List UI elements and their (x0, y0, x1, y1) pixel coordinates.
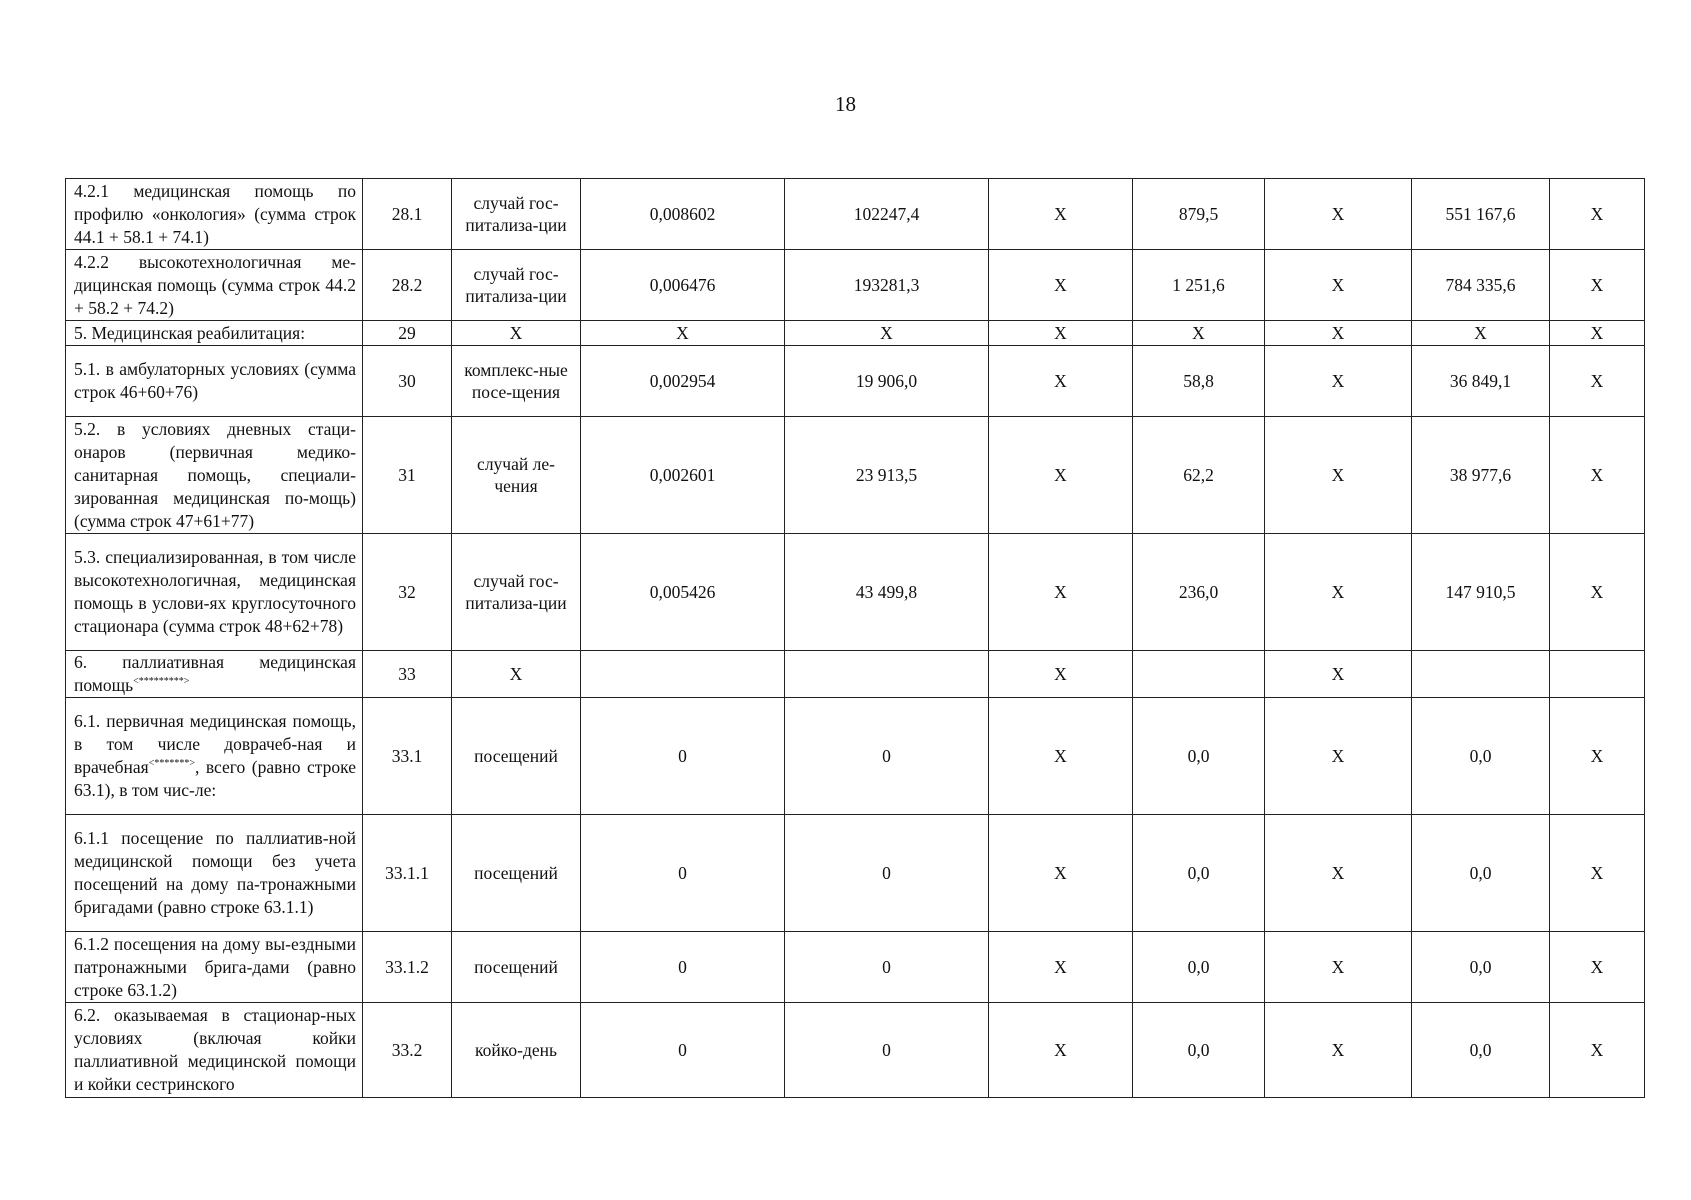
x-cell: X (1550, 932, 1645, 1003)
indicator-cell: 0 (581, 698, 785, 815)
table-row (66, 651, 1645, 698)
amount-cell: 0,0 (1133, 698, 1265, 815)
table-row (66, 534, 1645, 651)
table-row (66, 1003, 1645, 1098)
x-cell (1550, 651, 1645, 698)
row-name-cell (66, 417, 363, 534)
indicator-cell: 0 (581, 815, 785, 932)
footnote-mark: <*******> (148, 758, 196, 770)
x-cell: X (989, 321, 1133, 346)
row-name-cell (66, 250, 363, 321)
x-cell: X (1265, 932, 1412, 1003)
indicator-cell: 0,002601 (581, 417, 785, 534)
unit-cell: случай гос-питализа-ции (452, 534, 581, 651)
x-cell: X (1265, 815, 1412, 932)
cost-cell (785, 651, 989, 698)
row-name: 6.2. оказываемая в стационар-ных условиях (включая койки паллиативной медицинской помощи и койки сестринского (74, 1005, 356, 1094)
code-cell: 31 (363, 417, 452, 534)
code-cell: 30 (363, 346, 452, 417)
cost-cell: 0 (785, 698, 989, 815)
table-row (66, 250, 1645, 321)
row-name: 5. Медицинская реабилитация: (74, 322, 306, 343)
indicator-cell: 0,005426 (581, 534, 785, 651)
cost-cell: 23 913,5 (785, 417, 989, 534)
x-cell: X (1550, 1003, 1645, 1098)
x-cell: X (989, 346, 1133, 417)
code-cell: 33.1 (363, 698, 452, 815)
row-name-cell (66, 179, 363, 250)
code-cell: 33.1.2 (363, 932, 452, 1003)
code-cell: 33.2 (363, 1003, 452, 1098)
amount-cell (1133, 651, 1265, 698)
x-cell: X (989, 1003, 1133, 1098)
x-cell: X (1550, 815, 1645, 932)
table-row (66, 179, 1645, 250)
x-cell: X (1550, 179, 1645, 250)
amount-cell: X (1133, 321, 1265, 346)
x-cell: X (989, 932, 1133, 1003)
table-row (66, 932, 1645, 1003)
unit-cell: случай гос-питализа-ции (452, 179, 581, 250)
cost-cell: 102247,4 (785, 179, 989, 250)
table-row (66, 417, 1645, 534)
financing-table (65, 178, 1645, 1098)
x-cell: X (1550, 346, 1645, 417)
row-name-tail: , всего (равно строке 63.1), в том чис-ле: (74, 757, 356, 800)
total-cell: 551 167,6 (1412, 179, 1550, 250)
cost-cell: X (785, 321, 989, 346)
row-name-cell (66, 815, 363, 932)
code-cell: 28.2 (363, 250, 452, 321)
x-cell: X (989, 534, 1133, 651)
indicator-cell: 0,006476 (581, 250, 785, 321)
unit-cell: X (452, 651, 581, 698)
row-name: 5.1. в амбулаторных условиях (сумма строк 46+60+76) (74, 359, 356, 402)
x-cell: X (1265, 346, 1412, 417)
row-name-cell (66, 1003, 363, 1098)
cost-cell: 0 (785, 815, 989, 932)
unit-cell: посещений (452, 932, 581, 1003)
cost-cell: 0 (785, 932, 989, 1003)
row-name: 6.1. первичная медицинская помощь, в том числе доврачеб-ная и врачебная (74, 711, 356, 777)
amount-cell: 879,5 (1133, 179, 1265, 250)
table-row (66, 698, 1645, 815)
row-name: 4.2.2 высокотехнологичная ме-дицинская помощь (сумма строк 44.2 + 58.2 + 74.2) (74, 251, 356, 318)
indicator-cell: 0,002954 (581, 346, 785, 417)
x-cell: X (989, 417, 1133, 534)
row-name: 5.2. в условиях дневных стаци-онаров (первичная медико-санитарная помощь, специали-зированная медицинская по-мощь) (сумма строк 47+61+77) (74, 418, 356, 531)
amount-cell: 236,0 (1133, 534, 1265, 651)
x-cell: X (1550, 321, 1645, 346)
total-cell: 36 849,1 (1412, 346, 1550, 417)
indicator-cell: 0 (581, 1003, 785, 1098)
cost-cell: 0 (785, 1003, 989, 1098)
total-cell: 0,0 (1412, 932, 1550, 1003)
total-cell: X (1412, 321, 1550, 346)
unit-cell: X (452, 321, 581, 346)
code-cell: 28.1 (363, 179, 452, 250)
unit-cell: койко-день (452, 1003, 581, 1098)
x-cell: X (989, 815, 1133, 932)
total-cell: 0,0 (1412, 698, 1550, 815)
total-cell (1412, 651, 1550, 698)
x-cell: X (1550, 698, 1645, 815)
row-name-cell (66, 346, 363, 417)
row-name: 4.2.1 медицинская помощь по профилю «онкология» (сумма строк 44.1 + 58.1 + 74.1) (74, 180, 356, 247)
x-cell: X (1550, 417, 1645, 534)
row-name-cell (66, 932, 363, 1003)
x-cell: X (1265, 179, 1412, 250)
unit-cell: посещений (452, 698, 581, 815)
x-cell: X (989, 250, 1133, 321)
x-cell: X (1265, 321, 1412, 346)
footnote-mark: <*********> (133, 676, 190, 688)
cost-cell: 193281,3 (785, 250, 989, 321)
total-cell: 0,0 (1412, 1003, 1550, 1098)
code-cell: 33.1.1 (363, 815, 452, 932)
amount-cell: 1 251,6 (1133, 250, 1265, 321)
row-name: 6.1.2 посещения на дому вы-ездными патронажными брига-дами (равно строке 63.1.2) (74, 933, 356, 1000)
page-number: 18 (835, 92, 856, 116)
total-cell: 784 335,6 (1412, 250, 1550, 321)
x-cell: X (1265, 250, 1412, 321)
unit-cell: комплекс-ные посе-щения (452, 346, 581, 417)
amount-cell: 62,2 (1133, 417, 1265, 534)
unit-cell: посещений (452, 815, 581, 932)
x-cell: X (1265, 417, 1412, 534)
unit-cell: случай ле-чения (452, 417, 581, 534)
unit-cell: случай гос-питализа-ции (452, 250, 581, 321)
table-row (66, 321, 1645, 346)
x-cell: X (989, 698, 1133, 815)
row-name-cell (66, 651, 363, 698)
x-cell: X (1265, 698, 1412, 815)
x-cell: X (989, 179, 1133, 250)
table-row (66, 346, 1645, 417)
total-cell: 147 910,5 (1412, 534, 1550, 651)
x-cell: X (1550, 534, 1645, 651)
total-cell: 0,0 (1412, 815, 1550, 932)
cost-cell: 19 906,0 (785, 346, 989, 417)
indicator-cell: X (581, 321, 785, 346)
code-cell: 29 (363, 321, 452, 346)
x-cell: X (1550, 250, 1645, 321)
row-name: 6.1.1 посещение по паллиатив-ной медицинской помощи без учета посещений на дому па-тронажными бригадами (равно строке 63.1.1) (74, 828, 356, 917)
amount-cell: 0,0 (1133, 815, 1265, 932)
row-name-cell (66, 534, 363, 651)
total-cell: 38 977,6 (1412, 417, 1550, 534)
code-cell: 33 (363, 651, 452, 698)
amount-cell: 58,8 (1133, 346, 1265, 417)
table-body (66, 179, 1645, 1098)
row-name: 6. паллиативная медицинская помощь (74, 652, 356, 695)
row-name-cell (66, 321, 363, 346)
amount-cell: 0,0 (1133, 1003, 1265, 1098)
row-name-cell (66, 698, 363, 815)
x-cell: X (989, 651, 1133, 698)
indicator-cell (581, 651, 785, 698)
code-cell: 32 (363, 534, 452, 651)
x-cell: X (1265, 651, 1412, 698)
cost-cell: 43 499,8 (785, 534, 989, 651)
row-name: 5.3. специализированная, в том числе высокотехнологичная, медицинская помощь в услови-ях круглосуточного стационара (сумма строк 48+62+78) (74, 547, 356, 636)
table-row (66, 815, 1645, 932)
x-cell: X (1265, 1003, 1412, 1098)
amount-cell: 0,0 (1133, 932, 1265, 1003)
x-cell: X (1265, 534, 1412, 651)
indicator-cell: 0,008602 (581, 179, 785, 250)
indicator-cell: 0 (581, 932, 785, 1003)
